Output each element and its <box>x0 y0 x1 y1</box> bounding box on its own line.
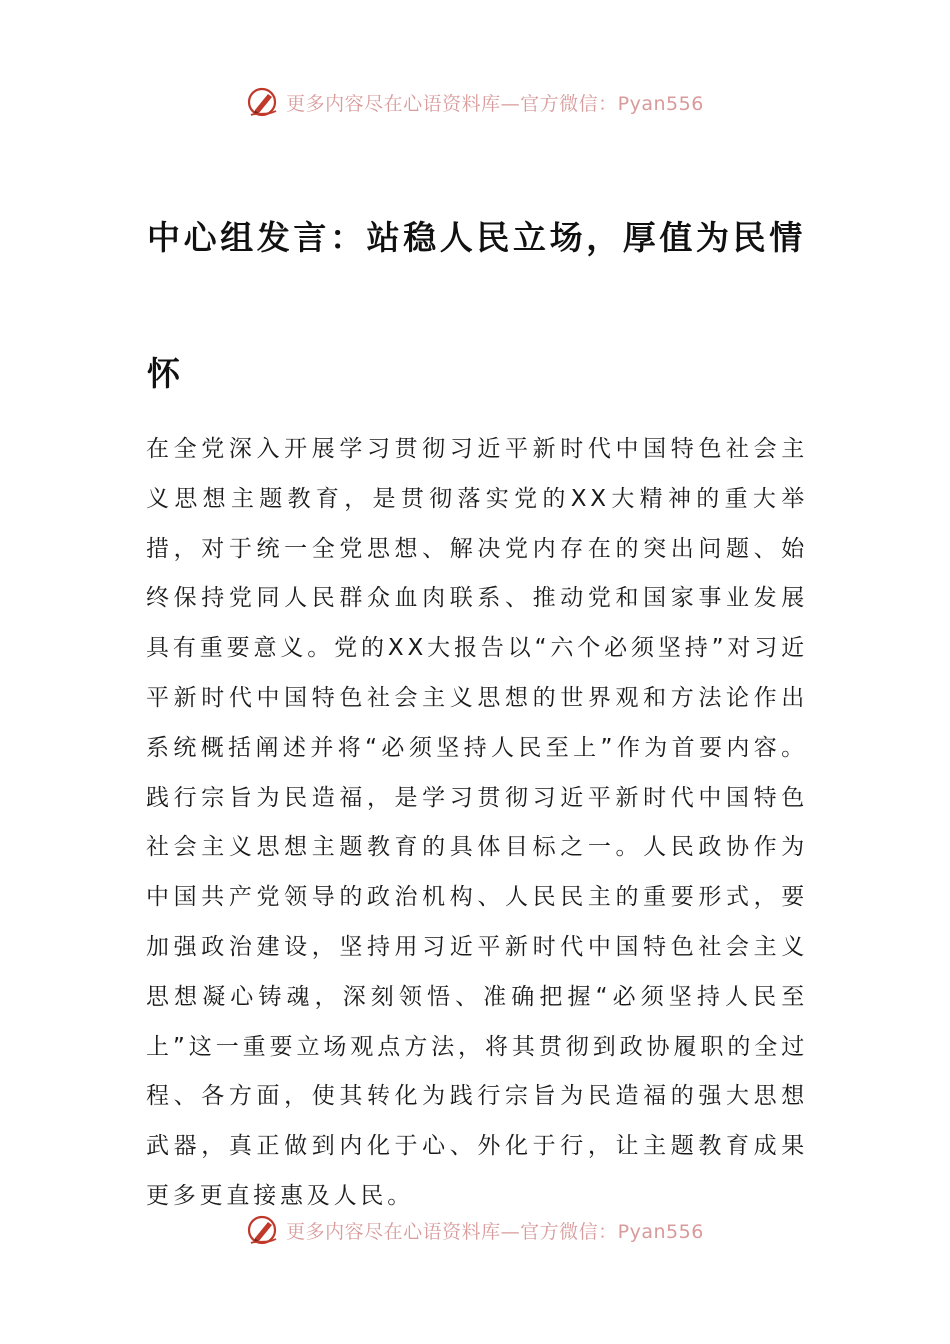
watermark-text: 更多内容尽在心语资料库—官方微信：Pyan556 <box>286 92 704 115</box>
pen-logo-icon <box>246 85 280 119</box>
document-title: 中心组发言：站稳人民立场，厚值为民情怀 <box>147 218 806 393</box>
header-watermark <box>0 82 950 122</box>
body-paragraph: 在全党深入开展学习贯彻习近平新时代中国特色社会主义思想主题教育，是贯彻落实党的XX大精神的重大举措，对于统一全党思想、解决党内存在的突出问题、始终保持党同人民群众血肉联系、推动党和国家事业发展具有重要意义。党的XX大报告以“六个必须坚持”对习近平新时代中国特色社会主义思想的世界观和方法论作出系统概括阐述并将“必须坚持人民至上”作为首要内容。践行宗旨为民造福，是学习贯彻习近平新时代中国特色社会主义思想主题教育的具体目标之一。人民政协作为中国共产党领导的政治机构、人民民主的重要形式，要加强政治建设，坚持用习近平新时代中国特色社会主义思想凝心铸魂，深刻领悟、准确把握“必须坚持人民至上”这一重要立场观点方法，将其贯彻到政协履职的全过程、各方面，使其转化为践行宗旨为民造福的强大思想武器，真正做到内化于心、外化于行，让主题教育成果更多更直接惠及人民。 <box>146 436 808 1209</box>
watermark-text: 更多内容尽在心语资料库—官方微信：Pyan556 <box>286 1220 704 1243</box>
footer-watermark <box>0 1210 950 1250</box>
pen-logo-icon <box>246 1213 280 1247</box>
